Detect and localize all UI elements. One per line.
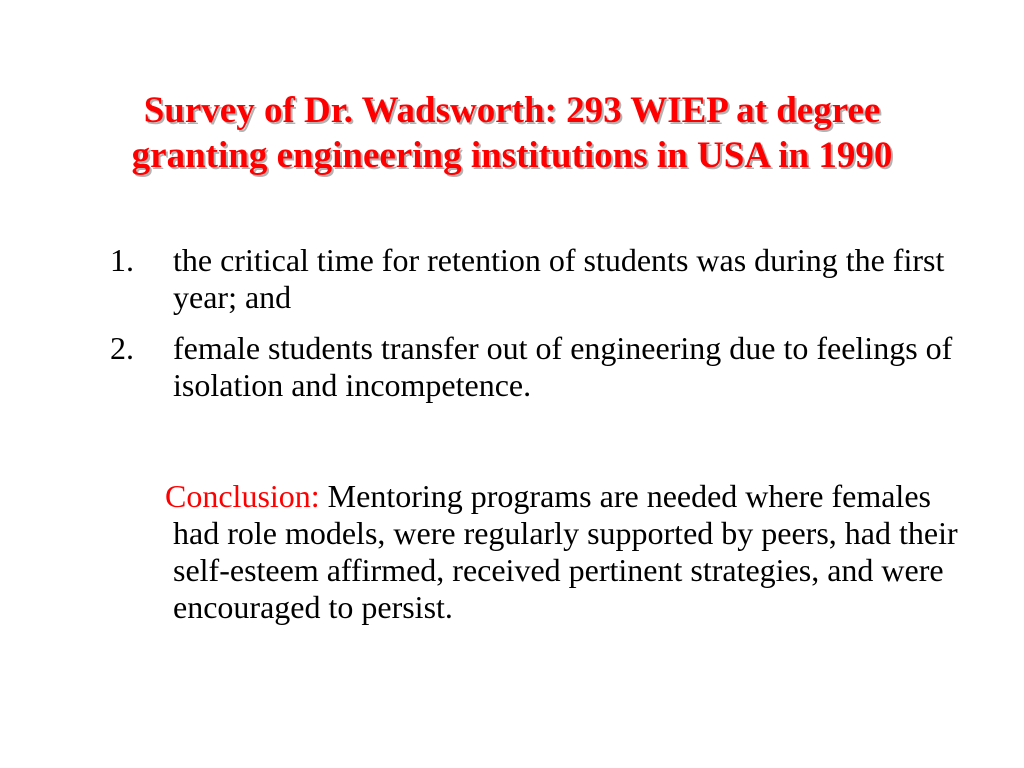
slide-title: [60, 88, 964, 178]
conclusion-label: Conclusion:: [165, 478, 320, 514]
finding-text-2: female students transfer out of engineering due to feelings of isolation and incompetence.: [173, 330, 953, 403]
slide-title-line-1: Survey of Dr. Wadsworth: 293 WIEP at degree: [143, 90, 881, 131]
conclusion-text: Mentoring programs are needed where females had role models, were regularly supported by peers, had their self-esteem affirmed, received pertinent strategies, and were encouraged to persist.: [173, 478, 958, 625]
conclusion-paragraph: [165, 478, 963, 626]
findings-list: [110, 242, 960, 418]
finding-item-2: [110, 330, 960, 404]
finding-number-2: 2.: [110, 330, 134, 366]
finding-text-1: the critical time for retention of students was during the first year; and: [173, 242, 945, 315]
finding-item-1: [110, 242, 960, 316]
slide-title-line-2: granting engineering institutions in USA in 1990: [131, 135, 893, 176]
finding-number-1: 1.: [110, 242, 134, 278]
